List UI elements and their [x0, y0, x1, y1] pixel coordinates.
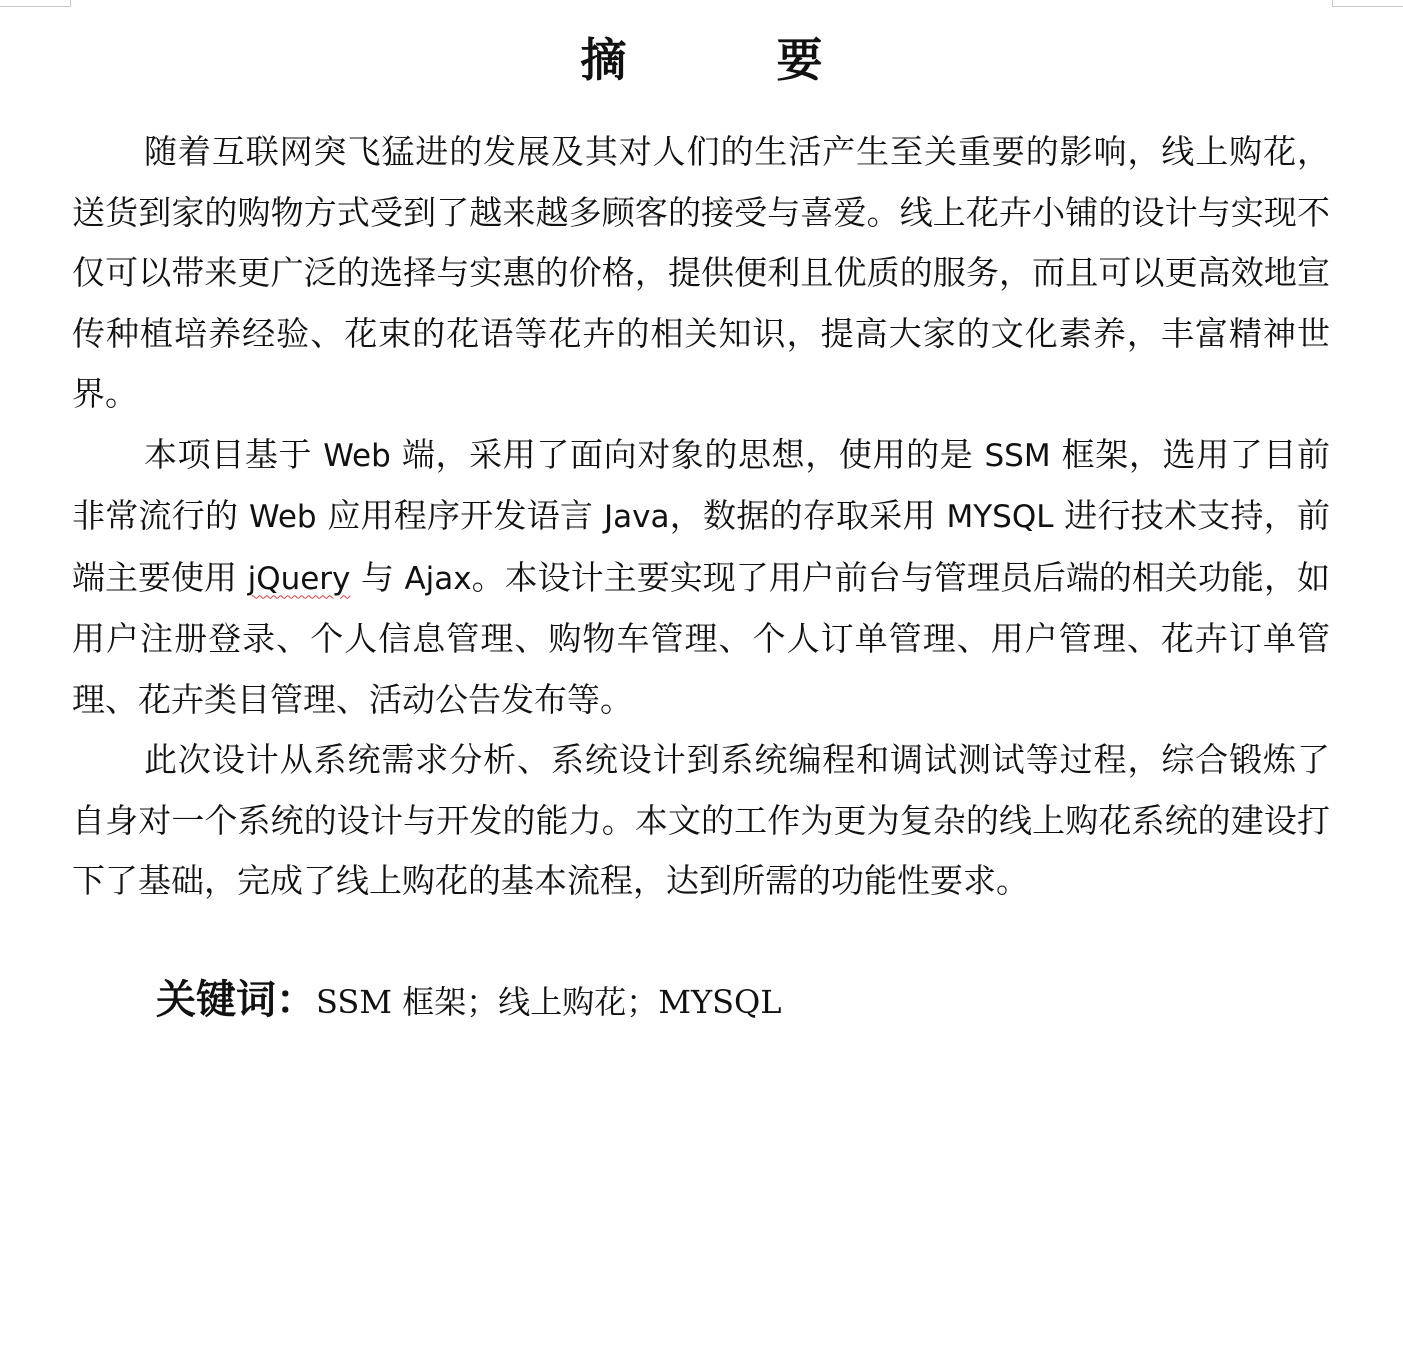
p2-term-ssm: SSM: [984, 437, 1051, 474]
keyword-middle: 框架；线上购花；: [392, 983, 659, 1021]
keyword-ssm: SSM: [316, 983, 393, 1021]
p2-term-web-2: Web: [248, 499, 317, 535]
p2-seg-8: ，数据的存取采用: [669, 496, 947, 535]
crop-mark-top-left: [0, 0, 71, 7]
paragraph-3-text: 此次设计从系统需求分析、系统设计到系统编程和调试测试等过程，综合锻炼了自身对一个系统的设计与开发的能力。本文的工作为更为复杂的线上购花系统的建设打下了基础，完成了线上购花的基本流程，达到所需的功能性要求。: [72, 740, 1330, 900]
p2-term-jquery-spellcheck[interactable]: jQuery: [247, 560, 351, 597]
paragraph-3: [72, 730, 1330, 912]
p2-seg-6: 应用程序开发语言: [316, 496, 605, 535]
p2-term-web: Web: [323, 437, 391, 474]
p2-seg-2: 端，采用了面向对象的思想，使用的是: [390, 434, 985, 474]
keywords-line: [156, 968, 782, 1040]
crop-mark-top-right: [1332, 0, 1403, 7]
page-title: 摘 要: [580, 33, 875, 87]
p2-term-ajax: Ajax: [404, 560, 472, 597]
p2-term-java: Java: [604, 499, 670, 535]
p2-seg-12: 与: [350, 557, 405, 597]
paragraph-1: [72, 122, 1330, 425]
p2-term-mysql: MYSQL: [946, 499, 1054, 535]
paragraph-1-text: 随着互联网突飞猛进的发展及其对人们的生活产生至关重要的影响，线上购花，送货到家的购物方式受到了越来越多顾客的接受与喜爱。线上花卉小铺的设计与实现不仅可以带来更广泛的选择与实惠的价格，提供便利且优质的服务，而且可以更高效地宣传种植培养经验、花束的花语等花卉的相关知识，提高大家的文化素养，丰富精神世界。: [72, 132, 1330, 413]
paragraph-2: [72, 425, 1330, 731]
keywords-label: 关键词：: [156, 976, 316, 1023]
keyword-mysql: MYSQL: [658, 983, 782, 1021]
p2-seg-4: 框架，选用了目前非常流行的: [72, 434, 1330, 535]
p2-seg-0: 本项目基于: [144, 434, 324, 474]
p2-seg-10: 进行技术支持，前端主要使用: [72, 496, 1330, 597]
abstract-body: [72, 122, 1330, 912]
p2-seg-14: 。本设计主要实现了用户前台与管理员后端的相关功能，如用户注册登录、个人信息管理、购物车管理、个人订单管理、用户管理、花卉订单管理、花卉类目管理、活动公告发布等。: [72, 557, 1330, 719]
